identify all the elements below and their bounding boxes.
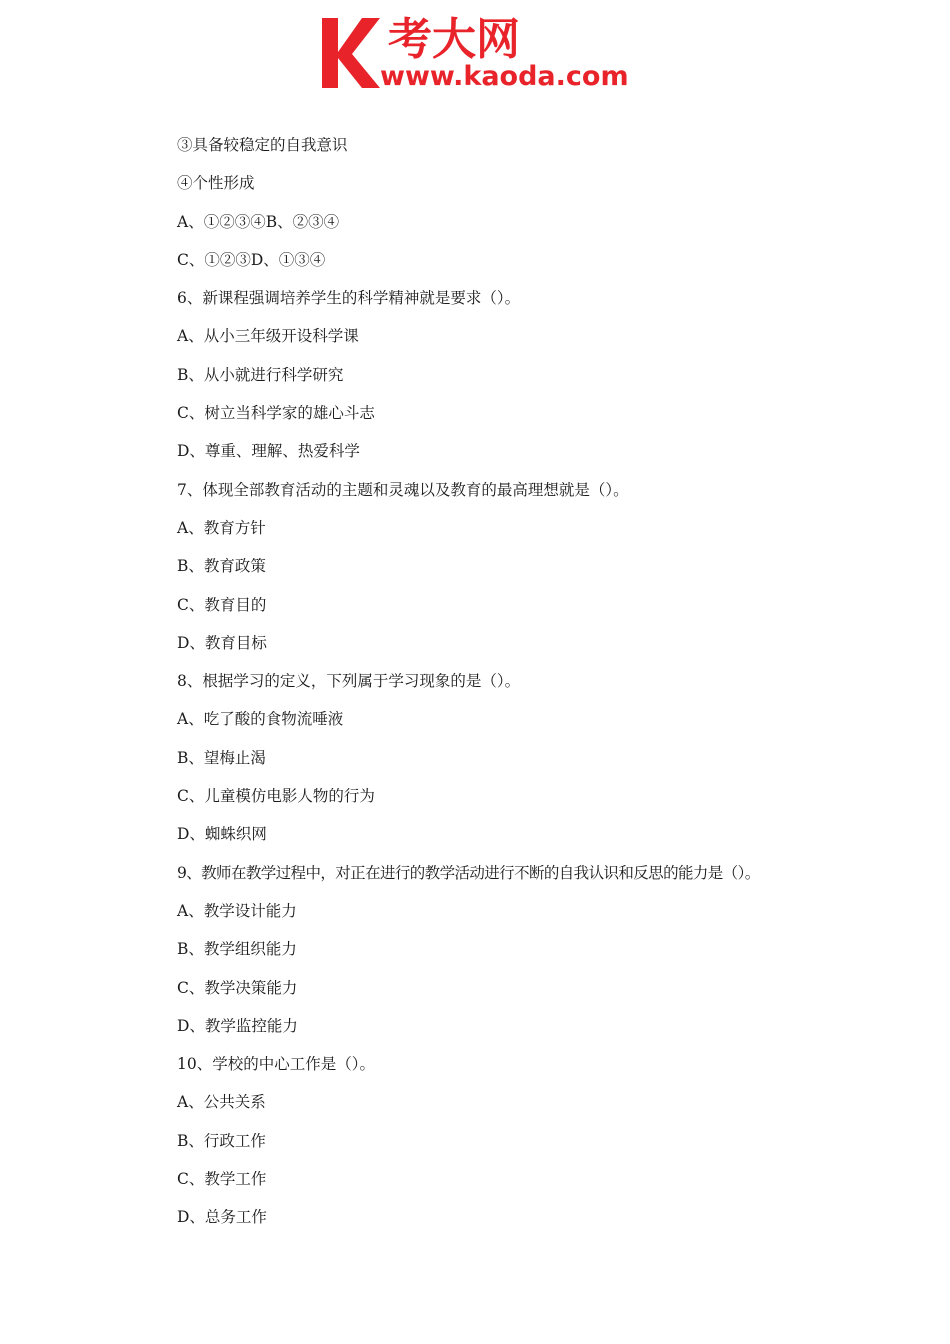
question-stem: 7、体现全部教育活动的主题和灵魂以及教育的最高理想就是（）。	[177, 480, 629, 499]
kaoda-logo	[318, 8, 640, 92]
answer-option: D、总务工作	[177, 1208, 267, 1227]
answer-option: A、公共关系	[177, 1093, 266, 1112]
answer-option: B、教育政策	[177, 557, 266, 576]
answer-option: D、尊重、理解、热爱科学	[177, 442, 360, 461]
logo-chinese-text: 考大网	[388, 14, 520, 65]
answer-option: B、望梅止渴	[177, 748, 266, 767]
answer-option: B、行政工作	[177, 1131, 266, 1150]
question-content	[177, 133, 877, 1244]
answer-option: A、教学设计能力	[177, 901, 297, 920]
question-stem: 8、根据学习的定义，下列属于学习现象的是（）。	[177, 672, 521, 691]
answer-option: C、教育目的	[177, 595, 267, 614]
question-stem: 10、学校的中心工作是（）。	[177, 1055, 375, 1074]
question-stem: 6、新课程强调培养学生的科学精神就是要求（）。	[177, 289, 521, 308]
question-stem: 9、教师在教学过程中，对正在进行的教学活动进行不断的自我认识和反思的能力是（）。	[177, 863, 760, 882]
text-line: ④个性形成	[177, 174, 255, 193]
answer-option: C、教学决策能力	[177, 978, 298, 997]
text-line: A、①②③④B、②③④	[177, 212, 340, 231]
logo-url-text: www.kaoda.com	[380, 61, 629, 92]
kaoda-logo-icon	[318, 8, 640, 92]
text-line: ③具备较稳定的自我意识	[177, 136, 348, 154]
answer-option: B、教学组织能力	[177, 940, 297, 959]
answer-option: C、树立当科学家的雄心斗志	[177, 404, 375, 423]
answer-option: B、从小就进行科学研究	[177, 365, 344, 384]
answer-option: D、教学监控能力	[177, 1016, 298, 1035]
answer-option: A、教育方针	[177, 518, 266, 537]
text-line: C、①②③D、①③④	[177, 250, 326, 269]
answer-option: C、教学工作	[177, 1170, 267, 1189]
answer-option: A、吃了酸的食物流唾液	[177, 710, 344, 729]
answer-option: D、教育目标	[177, 633, 267, 652]
answer-option: A、从小三年级开设科学课	[177, 327, 359, 346]
answer-option: D、蜘蛛织网	[177, 825, 267, 844]
answer-option: C、儿童模仿电影人物的行为	[177, 787, 375, 806]
